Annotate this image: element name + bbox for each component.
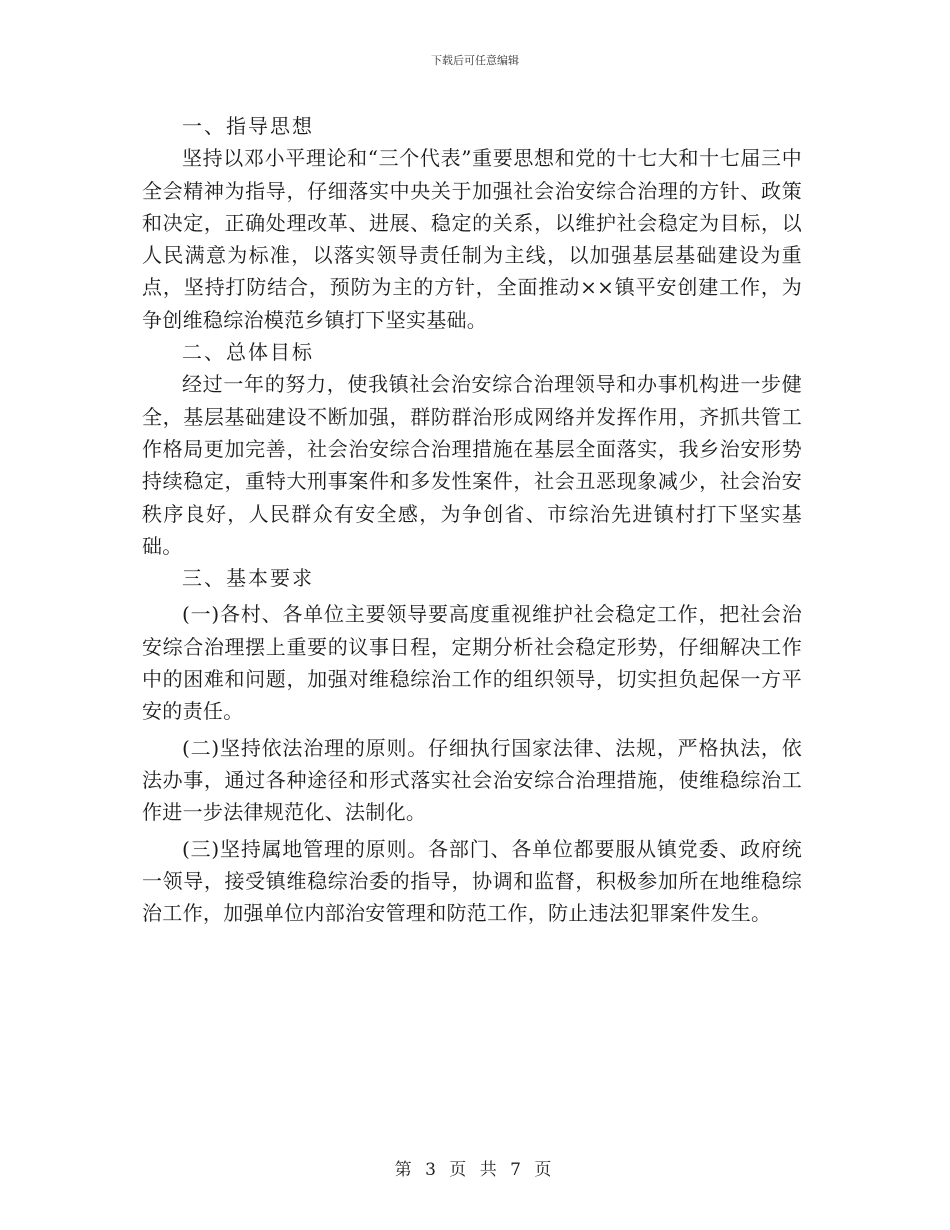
paragraph-overall-goal: 经过一年的努力，使我镇社会治安综合治理领导和办事机构进一步健全，基层基础建设不断加强，群防群治形成网络并发挥作用，齐抓共管工作格局更加完善，社会治安综合治理措施在基层全面落实，我乡治安形势持续稳定，重特大刑事案件和多发性案件，社会丑恶现象减少，社会治安秩序良好，人民群众有安全感，为争创省、市综治先进镇村打下坚实基础。 [142,372,802,558]
section-heading-guiding-ideology: 一、指导思想 [182,114,314,138]
document-body [142,110,802,929]
paragraph-requirement-2: (二)坚持依法治理的原则。仔细执行国家法律、法规，严格执法，依法办事，通过各种途径和形式落实社会治安综合治理措施，使维稳综治工作进一步法律规范化、法制化。 [142,735,802,825]
page-header-note: 下载后可任意编辑 [431,54,519,67]
paragraph-guiding-ideology: 坚持以邓小平理论和“三个代表”重要思想和党的十七大和十七届三中全会精神为指导，仔细落实中央关于加强社会治安综合治理的方针、政策和决定，正确处理改革、进展、稳定的关系，以维护社会稳定为目标，以人民满意为标准，以落实领导责任制为主线，以加强基层基础建设为重点，坚持打防结合，预防为主的方针，全面推动××镇平安创建工作，为争创维稳综治模范乡镇打下坚实基础。 [142,146,802,332]
paragraph-requirement-1: (一)各村、各单位主要领导要高度重视维护社会稳定工作，把社会治安综合治理摆上重要的议事日程，定期分析社会稳定形势，仔细解决工作中的困难和问题，加强对维稳综治工作的组织领导，切实担负起保一方平安的责任。 [142,602,802,724]
section-heading-basic-requirements: 三、基本要求 [182,566,314,591]
page-number-footer: 第 3 页 共 7 页 [394,1160,556,1180]
paragraph-requirement-3: (三)坚持属地管理的原则。各部门、各单位都要服从镇党委、政府统一领导，接受镇维稳综治委的指导，协调和监督，积极参加所在地维稳综治工作，加强单位内部治安管理和防范工作，防止违法犯罪案件发生。 [142,836,802,926]
section-heading-overall-goal: 二、总体目标 [182,340,314,365]
